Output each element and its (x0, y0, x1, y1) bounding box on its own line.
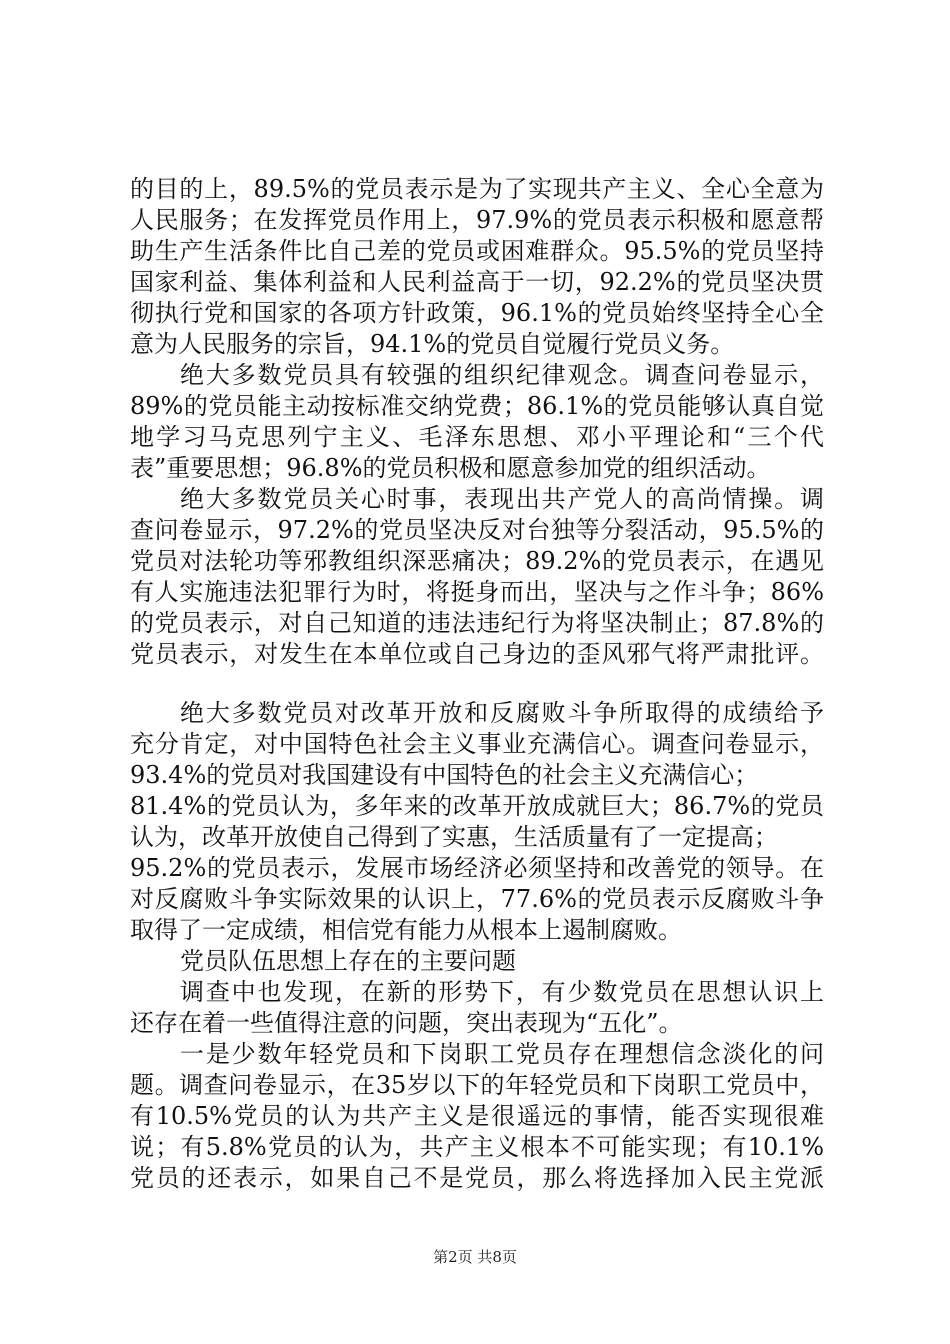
text-line: 意为人民服务的宗旨，94.1%的党员自觉履行党员义务。 (130, 330, 735, 358)
text-line: 查问卷显示，97.2%的党员坚决反对台独等分裂活动，95.5%的 (130, 516, 824, 544)
paragraph-first-line: 绝大多数党员关心时事，表现出共产党人的高尚情操。调 (180, 485, 824, 513)
text-line: 有人实施违法犯罪行为时，将挺身而出，坚决与之作斗争；86% (130, 578, 824, 606)
text-line: 党员表示，对发生在本单位或自己身边的歪风邪气将严肃批评。 (130, 640, 824, 668)
text-line: 表”重要思想；96.8%的党员积极和愿意参加党的组织活动。 (130, 454, 771, 482)
text-line: 题。调查问卷显示，在35岁以下的年轻党员和下岗职工党员中， (130, 1071, 824, 1099)
text-line: 的目的上，89.5%的党员表示是为了实现共产主义、全心全意为 (130, 175, 824, 203)
paragraph-first-line: 绝大多数党员具有较强的组织纪律观念。调查问卷显示， (180, 361, 824, 389)
text-line: 党员对法轮功等邪教组织深恶痛决；89.2%的党员表示，在遇见 (130, 547, 824, 575)
text-line: 取得了一定成绩，相信党有能力从根本上遏制腐败。 (130, 916, 682, 944)
text-line: 助生产生活条件比自己差的党员或困难群众。95.5%的党员坚持 (130, 237, 824, 265)
paragraph-first-line: 绝大多数党员对改革开放和反腐败斗争所取得的成绩给予 (180, 699, 824, 727)
text-line: 有10.5%党员的认为共产主义是很遥远的事情，能否实现很难 (130, 1102, 824, 1130)
text-line: 的党员表示，对自己知道的违法违纪行为将坚决制止；87.8%的 (130, 609, 824, 637)
text-line: 地学习马克思列宁主义、毛泽东思想、邓小平理论和“三个代 (130, 423, 824, 451)
document-body (130, 174, 824, 1194)
text-line: 彻执行党和国家的各项方针政策，96.1%的党员始终坚持全心全 (130, 299, 824, 327)
paragraph-first-line: 一是少数年轻党员和下岗职工党员存在理想信念淡化的问 (180, 1040, 824, 1068)
page-footer: 第2页 共8页 (433, 1248, 517, 1266)
text-line: 89%的党员能主动按标准交纳党费；86.1%的党员能够认真自觉 (130, 392, 824, 420)
text-line: 说；有5.8%党员的认为，共产主义根本不可能实现；有10.1% (130, 1133, 824, 1161)
text-line: 党员的还表示，如果自己不是党员，那么将选择加入民主党派 (130, 1164, 824, 1192)
paragraph-gap (130, 670, 824, 698)
section-heading: 党员队伍思想上存在的主要问题 (180, 947, 516, 975)
text-line: 认为，改革开放使自己得到了实惠，生活质量有了一定提高； (130, 823, 778, 851)
text-line: 对反腐败斗争实际效果的认识上，77.6%的党员表示反腐败斗争 (130, 885, 824, 913)
text-line: 人民服务；在发挥党员作用上，97.9%的党员表示积极和愿意帮 (130, 206, 824, 234)
text-line: 81.4%的党员认为，多年来的改革开放成就巨大；86.7%的党员 (130, 792, 824, 820)
text-line: 还存在着一些值得注意的问题，突出表现为“五化”。 (130, 1009, 683, 1037)
text-line: 国家利益、集体利益和人民利益高于一切，92.2%的党员坚决贯 (130, 268, 824, 296)
paragraph-first-line: 调查中也发现，在新的形势下，有少数党员在思想认识上 (180, 978, 824, 1006)
text-line: 充分肯定，对中国特色社会主义事业充满信心。调查问卷显示， (130, 730, 824, 758)
text-line: 93.4%的党员对我国建设有中国特色的社会主义充满信心； (130, 761, 759, 789)
text-line: 95.2%的党员表示，发展市场经济必须坚持和改善党的领导。在 (130, 854, 824, 882)
